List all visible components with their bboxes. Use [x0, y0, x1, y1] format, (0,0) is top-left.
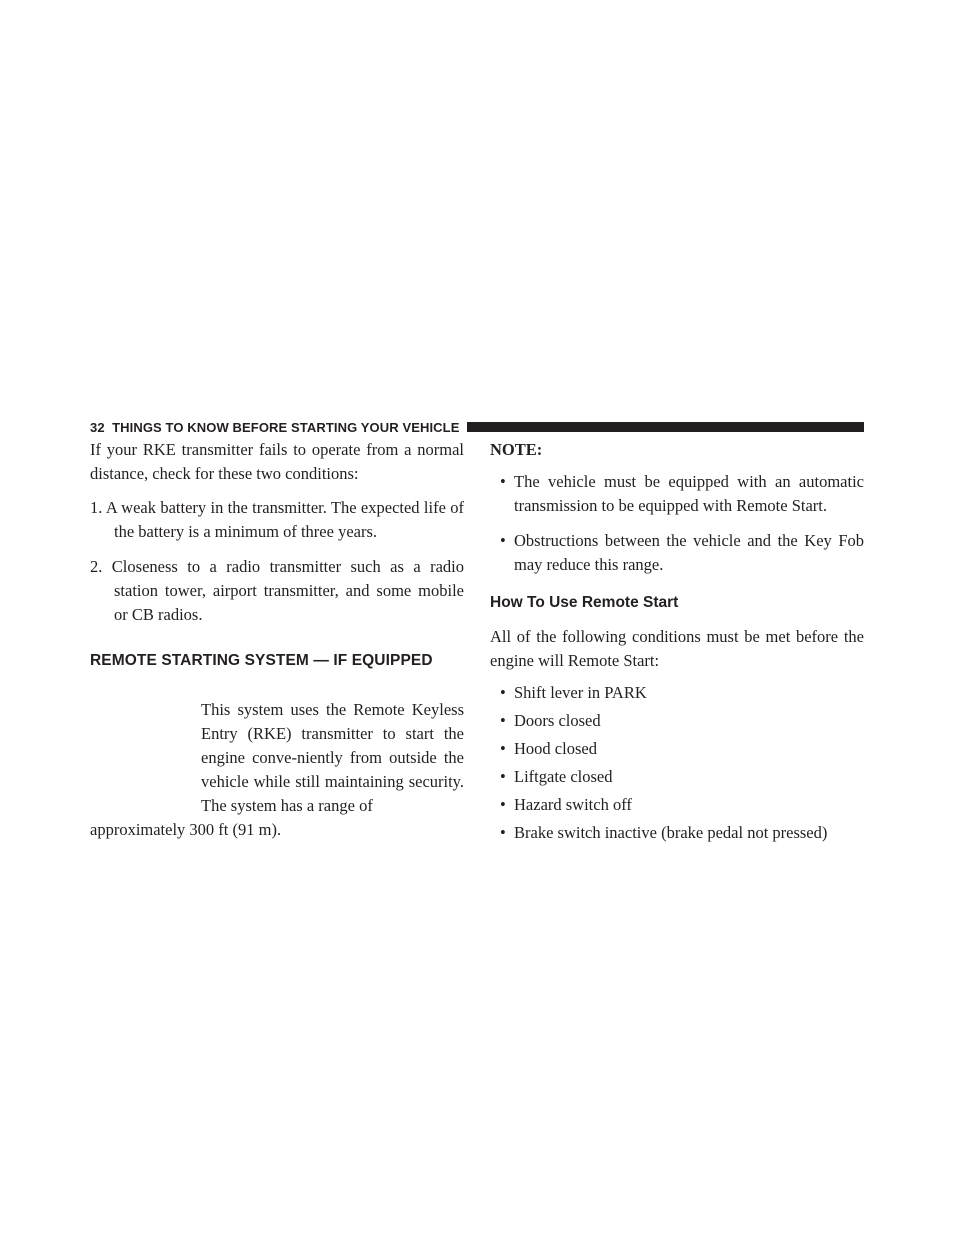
- remote-start-description: [90, 698, 464, 842]
- subsection-heading: How To Use Remote Start: [490, 594, 679, 611]
- list-item: • Doors closed: [490, 709, 864, 733]
- right-column: [490, 438, 864, 853]
- list-item: • Obstructions between the vehicle and the Key Fob may reduce this range.: [500, 531, 864, 574]
- page-number: 32: [90, 419, 105, 435]
- rke-conditions-list: [90, 496, 464, 627]
- indented-paragraph: This system uses the Remote Keyless Entry (RKE) transmitter to start the engine conve-niently from outside the vehicle while still maintaining security. The system has a range of: [201, 700, 464, 815]
- intro-paragraph: If your RKE transmitter fails to operate from a normal distance, check for these two conditions:: [90, 440, 464, 483]
- section-heading: REMOTE STARTING SYSTEM — IF EQUIPPED: [90, 652, 433, 669]
- bullet-icon: •: [500, 531, 506, 550]
- list-item: 1. A weak battery in the transmitter. The expected life of the battery is a minimum of three years.: [90, 498, 464, 541]
- list-item: • The vehicle must be equipped with an automatic transmission to be equipped with Remote Start.: [500, 472, 864, 515]
- chapter-title: THINGS TO KNOW BEFORE STARTING YOUR VEHICLE: [112, 419, 460, 435]
- bullet-icon: •: [500, 739, 506, 758]
- bullet-icon: •: [500, 767, 506, 786]
- note-label: NOTE:: [490, 440, 543, 459]
- bullet-icon: •: [500, 683, 506, 702]
- bullet-icon: •: [500, 711, 506, 730]
- running-header: [90, 418, 864, 436]
- paragraph-tail: approximately 300 ft (91 m).: [90, 820, 282, 839]
- remote-start-conditions-list: [490, 681, 864, 845]
- conditions-intro: All of the following conditions must be met before the engine will Remote Start:: [490, 627, 864, 670]
- list-item: • Brake switch inactive (brake pedal not pressed): [490, 821, 864, 845]
- list-item: 2. Closeness to a radio transmitter such as a radio station tower, airport transmitter, and some mobile or CB radios.: [90, 557, 464, 624]
- list-item: • Shift lever in PARK: [490, 681, 864, 705]
- list-item: • Hood closed: [490, 737, 864, 761]
- bullet-icon: •: [500, 823, 506, 842]
- list-item: • Liftgate closed: [490, 765, 864, 789]
- notes-list: [490, 470, 864, 577]
- bullet-icon: •: [500, 472, 506, 491]
- bullet-icon: •: [500, 795, 506, 814]
- list-item: • Hazard switch off: [490, 793, 864, 817]
- header-rule: [467, 422, 864, 432]
- running-header-text: [90, 420, 459, 435]
- left-column: [90, 438, 464, 842]
